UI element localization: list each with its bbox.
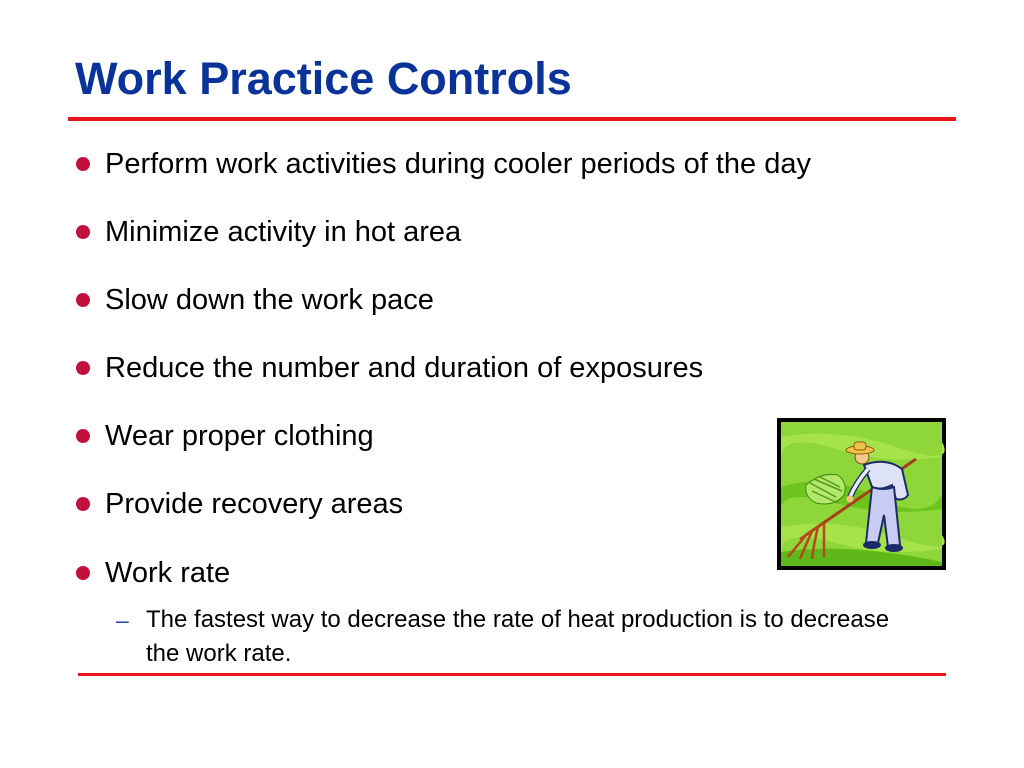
- bullet-text: Provide recovery areas: [105, 488, 404, 520]
- bullet-text: Perform work activities during cooler periods of the day: [105, 148, 811, 180]
- bullet-dot-icon: [76, 566, 90, 580]
- bullet-text: Minimize activity in hot area: [105, 216, 462, 248]
- title-divider: [68, 117, 956, 121]
- bullet-dot-icon: [76, 497, 90, 511]
- bullet-dot-icon: [76, 429, 90, 443]
- bullet-item: [76, 486, 403, 522]
- bullet-dot-icon: [76, 157, 90, 171]
- bullet-item: [76, 350, 703, 386]
- bullet-dot-icon: [76, 293, 90, 307]
- bullet-item: [76, 555, 230, 591]
- bullet-item: [76, 214, 461, 250]
- farmer-raking-hay-icon: [776, 417, 947, 571]
- bullet-item: [76, 146, 811, 182]
- sub-bullet-dash: –: [116, 607, 129, 633]
- bullet-item: [76, 418, 374, 454]
- slide-title: Work Practice Controls: [75, 53, 572, 104]
- sub-bullet-text: The fastest way to decrease the rate of heat production is to decrease the work rate.: [146, 606, 890, 667]
- bullet-item: [76, 282, 434, 318]
- bullet-text: Work rate: [105, 557, 231, 589]
- bullet-text: Wear proper clothing: [105, 420, 374, 452]
- bullet-text: Reduce the number and duration of exposures: [105, 352, 704, 384]
- bullet-dot-icon: [76, 225, 90, 239]
- sub-bullet-item: [116, 603, 906, 671]
- bottom-divider: [78, 673, 946, 676]
- bullet-dot-icon: [76, 361, 90, 375]
- bullet-text: Slow down the work pace: [105, 284, 434, 316]
